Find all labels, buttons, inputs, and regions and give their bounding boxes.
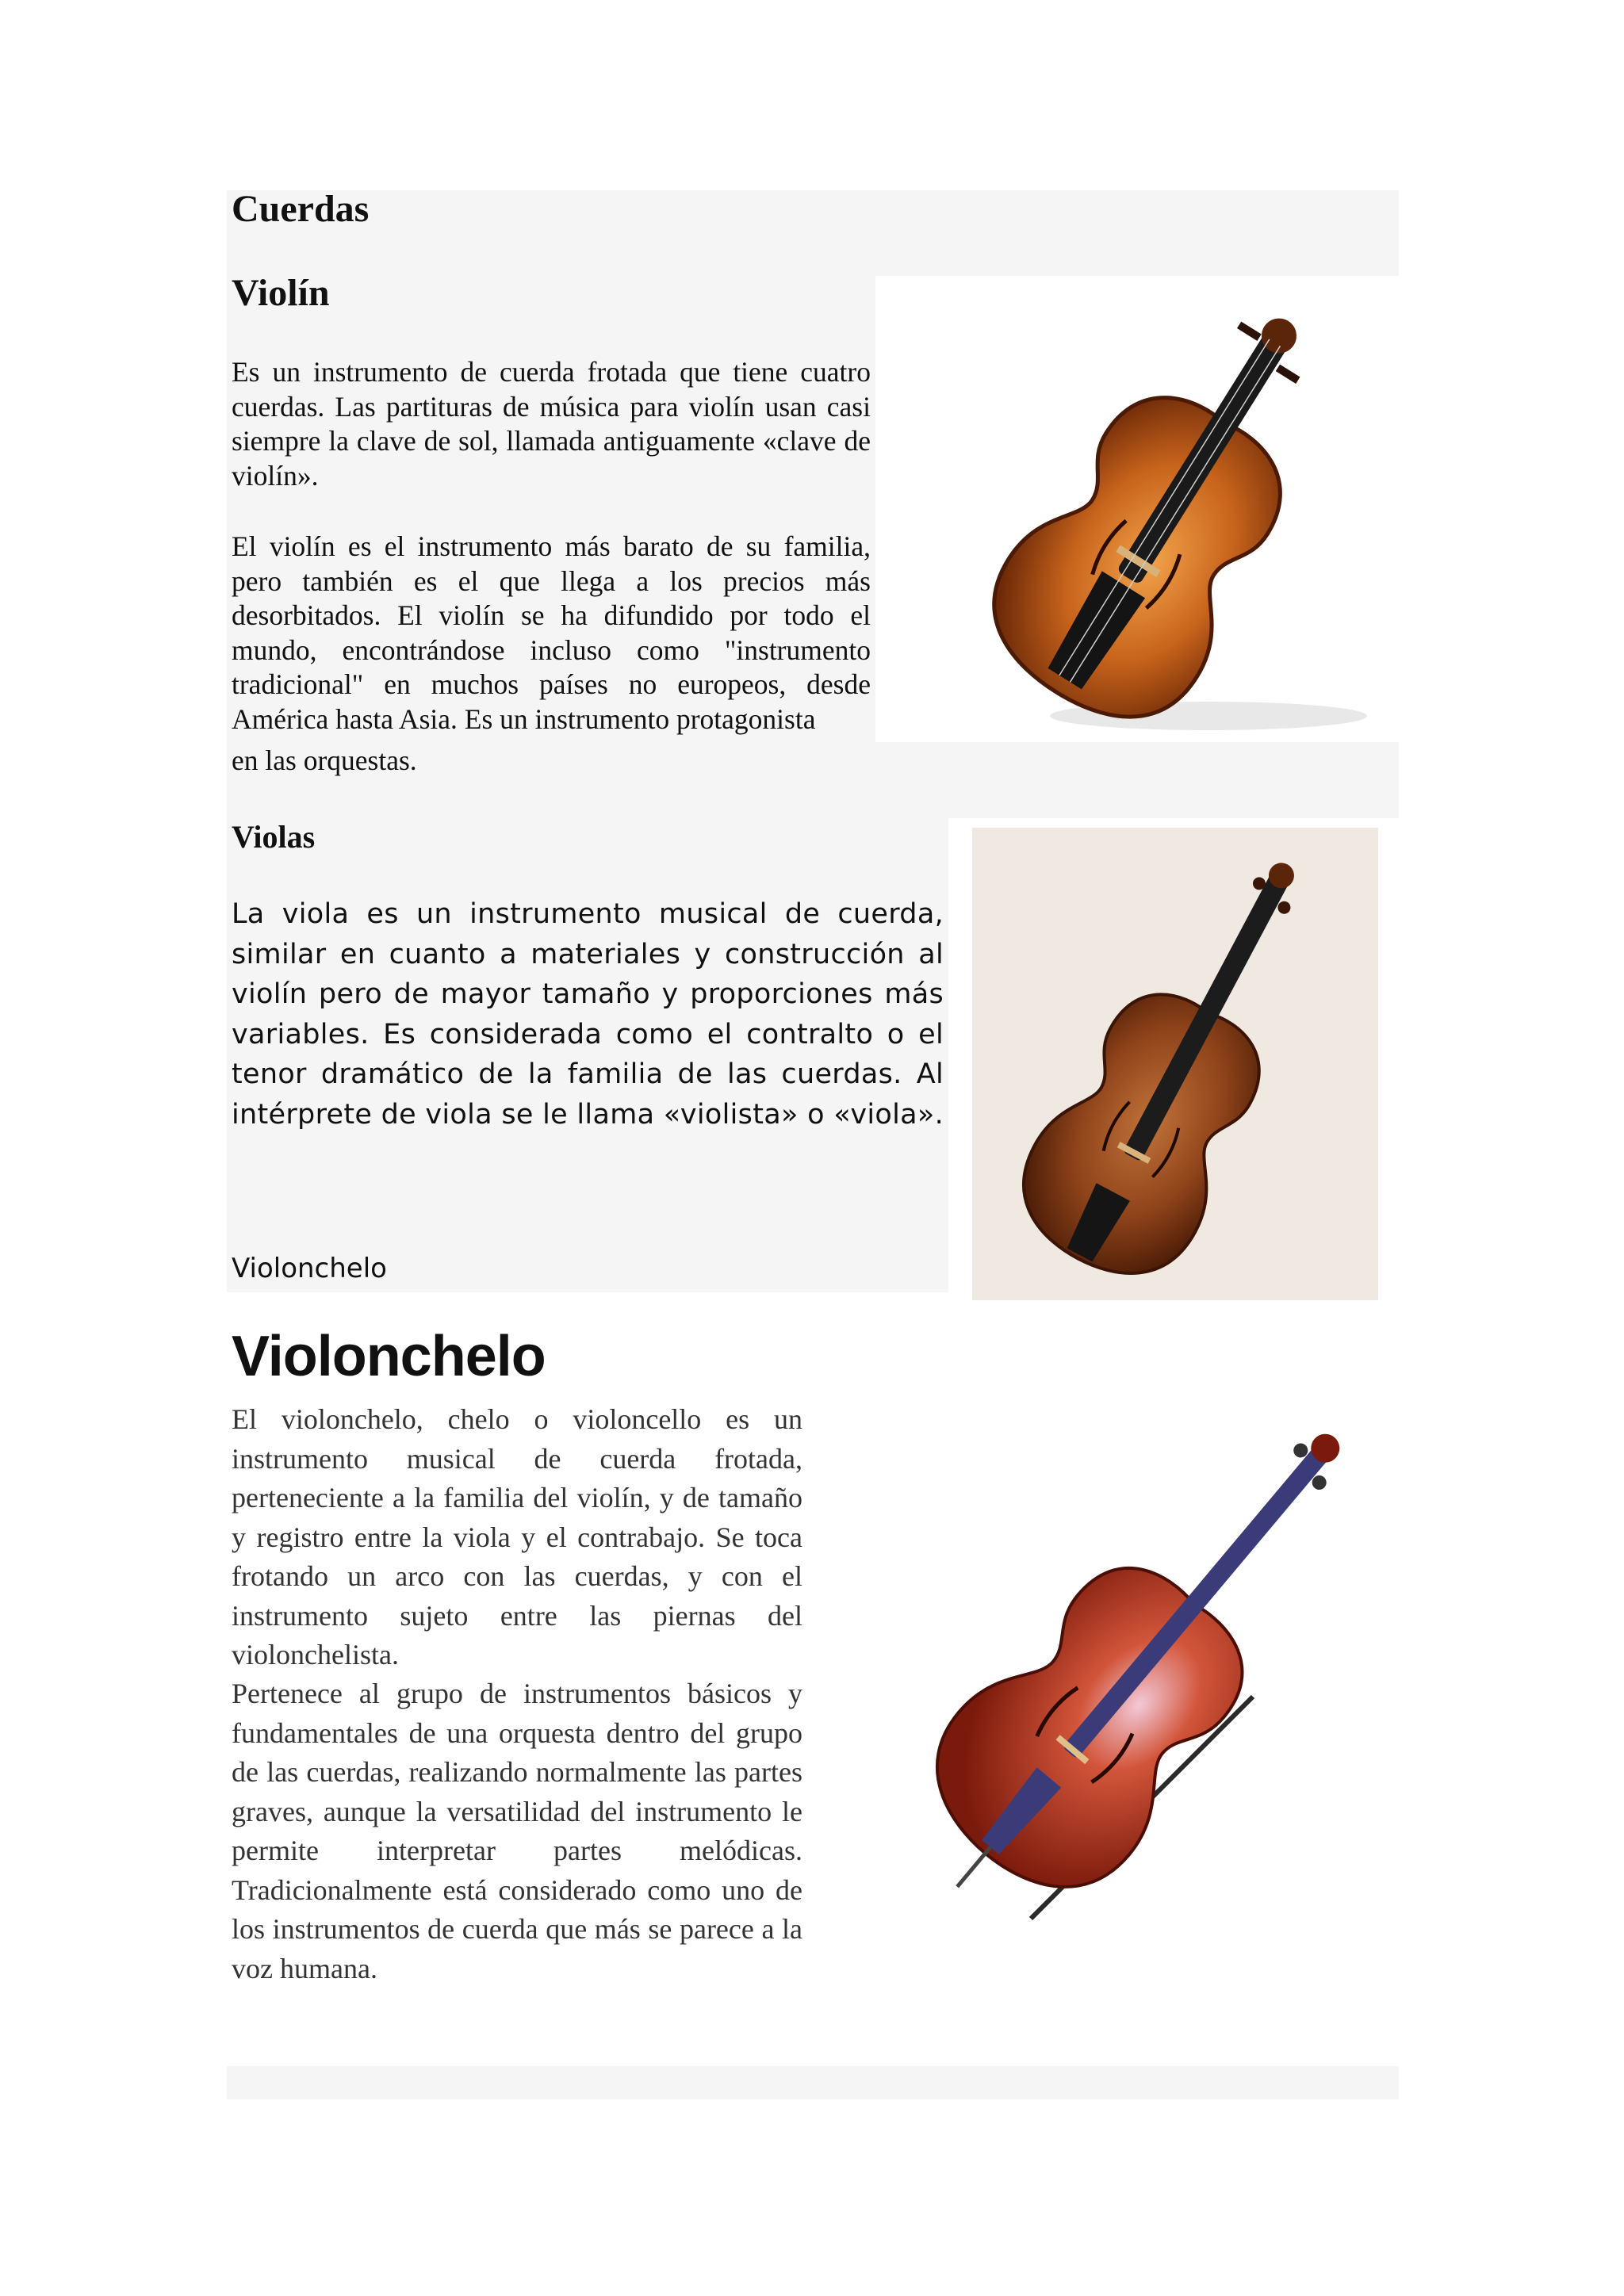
violin-paragraph-2: El violín es el instrumento más barato de su familia, pero también es el que llega a los precios más desorbitados. El violín se ha difundido por todo el mundo, encontrándose incluso como "instrumento tradicional" en muchos países no europeos, desde América hasta Asia. Es un instrumento protagonista	[232, 530, 871, 735]
violin-paragraph-2-end: en las orquestas.	[232, 744, 417, 776]
viola-image	[972, 828, 1378, 1300]
footer-band	[227, 2066, 1399, 2099]
violonchelo-label: Violonchelo	[232, 1253, 387, 1284]
violonchelo-paragraph-1: El violonchelo, chelo o violoncello es un instrumento musical de cuerda frotada, perteneciente a la familia del violín, y de tamaño y registro entre la viola y el contrabajo. Se toca frotando un arco con las cuerdas, y con el instrumento sujeto entre las piernas del violonchelista.	[232, 1403, 802, 1670]
violas-paragraph: La viola es un instrumento musical de cuerda, similar en cuanto a materiales y construcción al violín pero de mayor tamaño y proporciones más variables. Es considerada como el contralto o el tenor dramático de la familia de las cuerdas. Al intérprete de viola se le llama «violista» o «viola».	[232, 898, 944, 1131]
violonchelo-heading: Violonchelo	[232, 1325, 546, 1388]
violin-heading: Violín	[232, 272, 330, 314]
violin-paragraph-1: Es un instrumento de cuerda frotada que tiene cuatro cuerdas. Las partituras de música para violín usan casi siempre la clave de sol, llamada antiguamente «clave de violín».	[232, 356, 871, 492]
violonchelo-paragraph-2: Pertenece al grupo de instrumentos básicos y fundamentales de una orquesta dentro del grupo de las cuerdas, realizando normalmente las partes graves, aunque la versatilidad del instrumento le permite interpretar partes melódicas. Tradicionalmente está considerado como uno de los instrumentos de cuerda que más se parece a la voz humana.	[232, 1678, 802, 1984]
header-band	[227, 190, 1399, 276]
cello-image	[872, 1403, 1364, 1942]
violin-image	[875, 276, 1399, 740]
page-title: Cuerdas	[232, 188, 370, 230]
violas-heading: Violas	[232, 819, 316, 855]
